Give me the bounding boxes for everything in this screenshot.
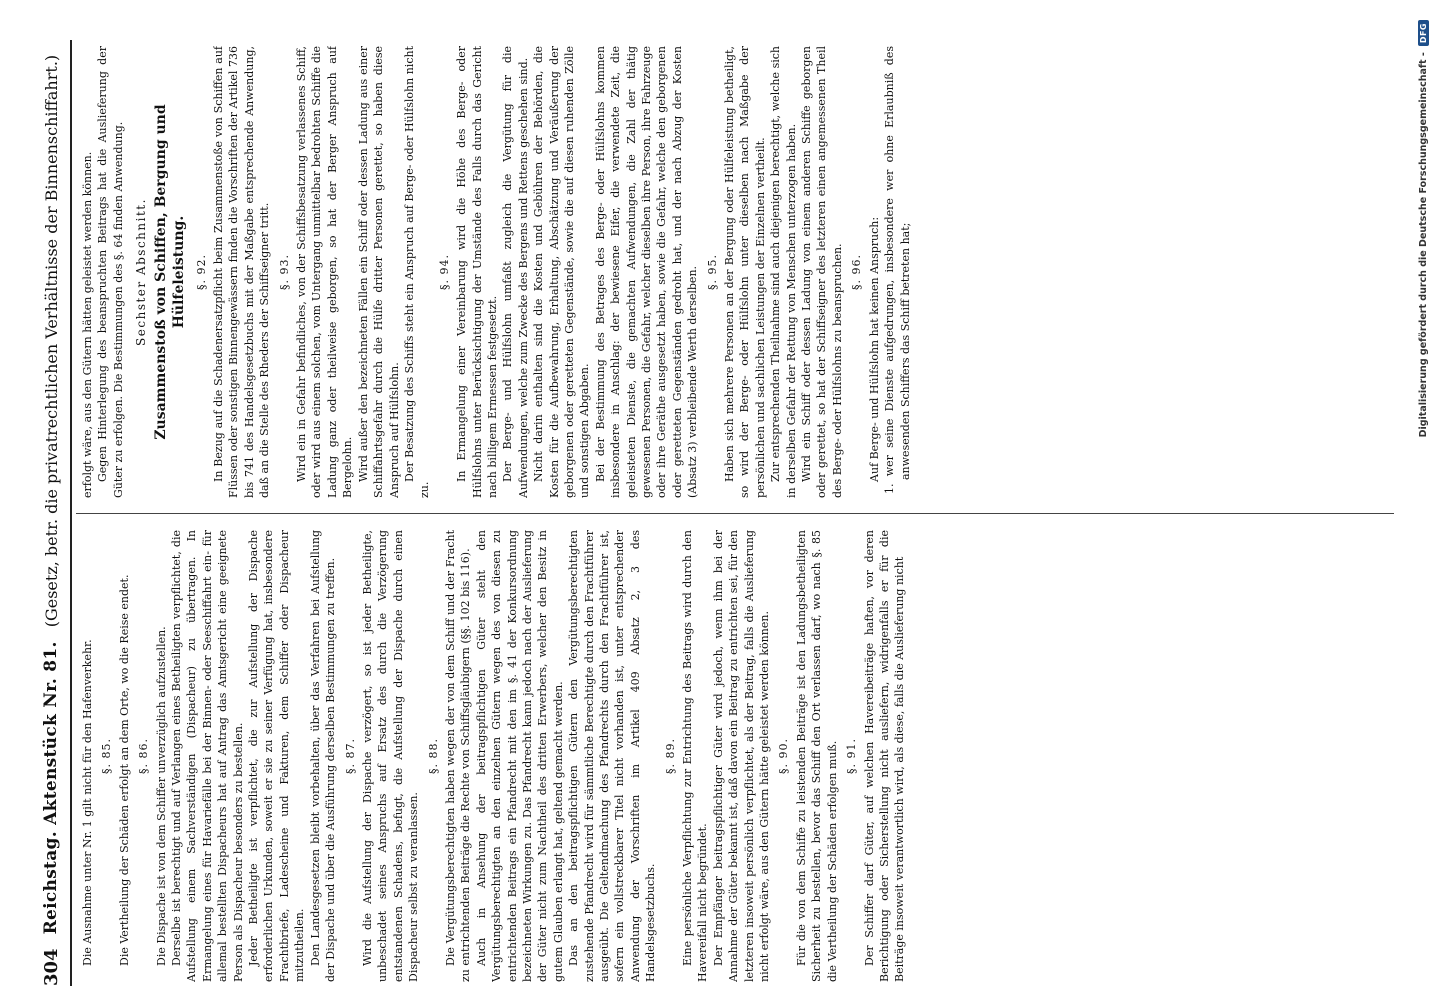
paragraph: Für die von dem Schiffe zu leistenden Beiträge ist den Ladungsbetheiligten Sicherheit zu bestellen, bevor das Schiff den Ort verlassen darf, wo nach §. 85 die Vertheilung der Schäden erfolgen muß.	[794, 530, 839, 982]
section-number: §. 88.	[426, 738, 440, 774]
right-column	[80, 46, 1390, 498]
chapter-title: Zusammenstoß von Schiffen, Bergung und Hülfeleistung.	[152, 104, 187, 440]
left-column	[80, 530, 1390, 982]
digitization-credit	[1414, 20, 1432, 740]
list-item: 1. wer seine Dienste aufgedrungen, insbesondere wer ohne Erlaubniß des anwesenden Schiffers das Schiff betreten hat;	[883, 46, 912, 494]
section-number: §. 96.	[850, 254, 864, 290]
page-number: 304	[40, 948, 62, 986]
section-number: §. 95.	[705, 254, 719, 290]
paragraph: Derselbe ist berechtigt und auf Verlangen eines Betheiligten verpflichtet, die Aufstellung einem Sachverständigen (Dispacheur) zu übertragen. In Ermangelung eines für Havariefälle bei der Binnen- oder Seeschiffahrt ein- für allemal bestellten Dispacheurs hat auf Antrag das Amtsgericht eine geeignete Person als Dispacheur besonders zu bestellen.	[170, 530, 245, 982]
paragraph: Auch in Ansehung der beitragspflichtigen Güter steht den Vergütungsberechtigten an den einzelnen Gütern wegen des von diesen zu entrichtenden Beitrags ein Pfandrecht mit den im §. 41 der Konkursordnung bezeichneten Wirkungen zu. Das Pfandrecht kann jedoch nach der Auslieferung der Güter nicht zum Nachtheil des dritten Erwerbers, welcher den Besitz in gutem Glauben erlangt hat, geltend gemacht werden.	[474, 530, 565, 982]
section-number: §. 93.	[277, 254, 291, 290]
paragraph: Wird außer den bezeichneten Fällen ein Schiff oder dessen Ladung aus einer Schiffahrtsgefahr durch die Hülfe dritter Personen gerettet, so haben diese Anspruch auf Hülfslohn.	[356, 46, 401, 498]
scanned-page	[36, 40, 1396, 986]
paragraph: erfolgt wäre, aus den Gütern hätten geleistet werden können.	[81, 151, 94, 498]
section-number: §. 92.	[194, 254, 208, 290]
credit-text: Digitalisierung gefördert durch die Deutsche Forschungsgemeinschaft -	[1417, 52, 1429, 438]
paragraph: Haben sich mehrere Personen an der Bergung oder Hülfeleistung betheiligt, so wird der Berge- oder Hülfslohn unter dieselben nach Maßgabe der persönlichen und sachlichen Leistungen der Einzelnen vertheilt.	[723, 46, 767, 498]
paragraph: Wird ein Schiff oder dessen Ladung von einem anderen Schiffe geborgen oder gerettet, so hat der Schiffseigner des letzteren einen angemessenen Theil des Berge- oder Hülfslohns zu beanspruchen.	[800, 46, 844, 498]
paragraph: In Ermangelung einer Vereinbarung wird die Höhe des Berge- oder Hülfslohns unter Berücksichtigung der Umstände des Falls durch das Gericht nach billigem Ermessen festgesetzt.	[455, 46, 499, 498]
section-number: §. 91.	[845, 738, 859, 774]
section-number: §. 85.	[100, 738, 114, 774]
paragraph: Nicht darin enthalten sind die Kosten und Gebühren der Behörden, die Kosten für die Aufbewahrung, Erhaltung, Abschätzung und Veräußerung der geborgenen oder geretteten Gegenstände, sowie die auf diesen ruhenden Zölle und sonstigen Abgaben.	[532, 46, 592, 498]
paragraph: Die Ausnahme unter Nr. 1 gilt nicht für den Hafenverkehr.	[81, 639, 94, 966]
page-subtitle: (Gesetz, betr. die privatrechtlichen Verhältnisse der Binnenschiffahrt.)	[41, 54, 61, 628]
paragraph: Auf Berge- und Hülfslohn hat keinen Anspruch:	[867, 216, 881, 482]
section-number: §. 89.	[663, 738, 677, 774]
paragraph: Die Vertheilung der Schäden erfolgt an dem Orte, wo die Reise endet.	[117, 574, 131, 966]
paragraph: Der Schiffer darf Güter, auf welchen Havereibeiträge haften, vor deren Berichtigung oder Sicherstellung nicht ausliefern, widrigenfalls er für die Beiträge insoweit verantwortlich wird, als diese, falls die Auslieferung nicht	[862, 530, 907, 982]
paragraph: Eine persönliche Verpflichtung zur Entrichtung des Beitrags wird durch den Havereifall nicht begründet.	[681, 530, 710, 982]
paragraph: Der Empfänger beitragspflichtiger Güter wird jedoch, wenn ihm bei der Annahme der Güter bekannt ist, daß davon ein Beitrag zu entrichten sei, für den letzteren insoweit persönlich verpflichtet, als der Beitrag, falls die Auslieferung nicht erfolgt wäre, aus den Gütern hätte geleistet werden können.	[711, 530, 772, 982]
column-divider	[76, 513, 1394, 514]
paragraph: Zur entsprechenden Theilnahme sind auch diejenigen berechtigt, welche sich in derselben Gefahr der Rettung von Menschen unterzogen haben.	[769, 46, 798, 498]
paragraph: Die Vergütungsberechtigten haben wegen der von dem Schiff und der Fracht zu entrichtenden Beiträge die Rechte von Schiffsgläubigern (§§. 102 bis 116).	[443, 530, 473, 982]
section-number: §. 87.	[343, 738, 357, 774]
paragraph: In Bezug auf die Schadenersatzpflicht beim Zusammenstoße von Schiffen auf Flüssen oder sonstigen Binnengewässern finden die Vorschriften der Artikel 736 bis 741 des Handelsgesetzbuchs mit der Maßgabe entsprechende Anwendung, daß an die Stelle des Rheders der Schiffseigner tritt.	[212, 46, 272, 498]
paragraph: Jeder Betheiligte ist verpflichtet, die zur Aufstellung der Dispache erforderlichen Urkunden, soweit er sie zu seiner Verfügung hat, insbesondere Frachtbriefe, Ladescheine und Fakturen, dem Schiffer oder Dispacheur mitzutheilen.	[247, 530, 307, 982]
paragraph: Die Dispache ist von dem Schiffer unverzüglich aufzustellen.	[154, 626, 168, 966]
section-number: §. 90.	[777, 738, 791, 774]
paragraph: Den Landesgesetzen bleibt vorbehalten, über das Verfahren bei Aufstellung der Dispache und über die Ausführung derselben Bestimmungen zu treffen.	[308, 530, 338, 982]
dfg-logo: DFG	[1418, 20, 1429, 46]
paragraph: Gegen Hinterlegung des beanspruchten Beitrags hat die Auslieferung der Güter zu erfolgen. Die Bestimmungen des §. 64 finden Anwendung.	[96, 46, 125, 498]
paragraph: Der Berge- und Hülfslohn umfaßt zugleich die Vergütung für die Aufwendungen, welche zum Zwecke des Bergens und Rettens geschehen sind.	[501, 46, 530, 498]
page-title: Reichstag. Aktenstück Nr. 81.	[41, 641, 61, 935]
chapter-heading: Sechster Abschnitt.	[134, 198, 149, 346]
header-rule	[70, 40, 72, 986]
section-number: §. 86.	[137, 738, 151, 774]
paragraph: Bei der Bestimmung des Betrages des Berge- oder Hülfslohns kommen insbesondere in Anschlag: der bewiesene Eifer, die verwendete Zeit, die geleisteten Dienste, die gemachten Aufwendungen, die Zahl der thätig gewesenen Personen, die Gefahr, welcher dieselben ihre Person, ihre Fahrzeuge oder ihre Geräthe ausgesetzt haben, sowie die Gefahr, welche den geborgenen oder geretteten Gegenständen gedroht hat, und der nach Abzug der Kosten (Absatz 3) verbleibende Werth derselben.	[593, 46, 700, 498]
paragraph: Der Besatzung des Schiffs steht ein Anspruch auf Berge- oder Hülfslohn nicht zu.	[402, 46, 432, 498]
page-header	[36, 40, 66, 986]
paragraph: Wird die Aufstellung der Dispache verzögert, so ist jeder Betheiligte, unbeschadet seines Anspruchs auf Ersatz des durch die Verzögerung entstandenen Schadens, befugt, die Aufstellung der Dispache durch einen Dispacheur selbst zu veranlassen.	[360, 530, 421, 982]
section-number: §. 94.	[437, 254, 451, 290]
paragraph: Wird ein in Gefahr befindliches, von der Schiffsbesatzung verlassenes Schiff, oder wird aus einem solchen, vom Untergang unmittelbar bedrohten Schiffe die Ladung ganz oder theilweise geborgen, so hat der Berger Anspruch auf Bergelohn.	[295, 46, 355, 498]
paragraph: Das an den beitragspflichtigen Gütern den Vergütungsberechtigten zustehende Pfandrecht wird für sämmtliche Berechtigte durch den Frachtführer ausgeübt. Die Geltendmachung des Pfandrechts durch den Frachtführer ist, sofern ein vollstreckbarer Titel nicht vorhanden ist, unter entsprechender Anwendung der Vorschriften im Artikel 409 Absatz 2, 3 des Handelsgesetzbuchs.	[567, 530, 658, 982]
